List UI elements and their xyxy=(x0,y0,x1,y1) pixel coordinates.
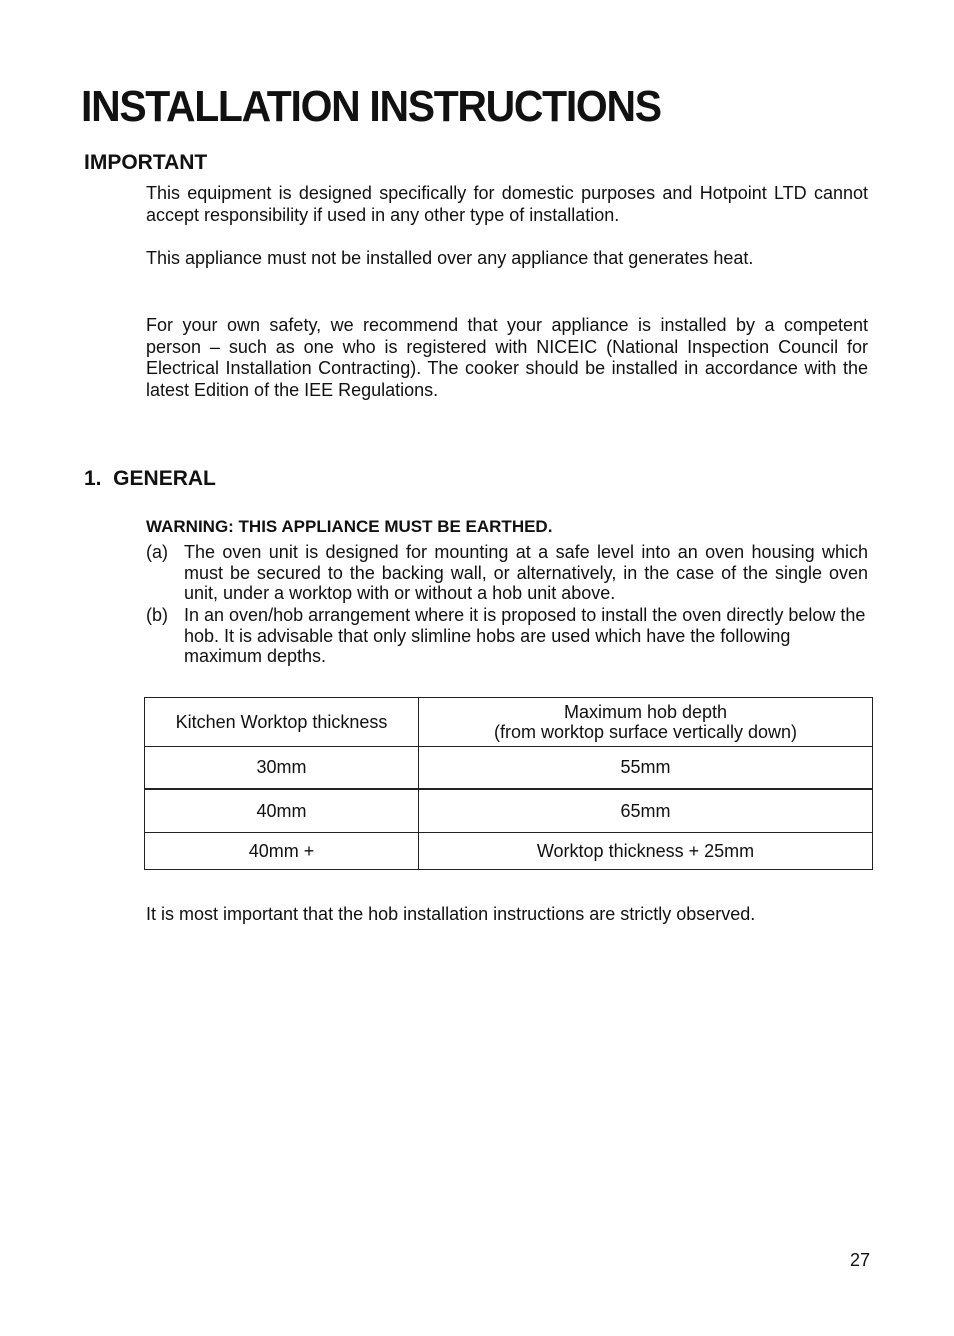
cell-depth: 55mm xyxy=(419,747,873,789)
cell-thickness: 40mm + xyxy=(145,833,419,870)
header-max-hob-depth-line1: Maximum hob depth xyxy=(563,702,728,722)
cell-depth: 65mm xyxy=(419,789,873,833)
list-item-b xyxy=(146,605,868,667)
earthing-warning: WARNING: THIS APPLIANCE MUST BE EARTHED. xyxy=(146,517,553,536)
cell-thickness: 40mm xyxy=(145,789,419,833)
cell-depth: Worktop thickness + 25mm xyxy=(419,833,873,870)
general-heading: 1. GENERAL xyxy=(84,467,216,490)
table-header-row xyxy=(145,698,873,747)
header-max-hob-depth xyxy=(419,698,873,747)
table-row xyxy=(145,833,873,870)
important-paragraph-heat: This appliance must not be installed over any appliance that generates heat. xyxy=(146,248,754,268)
page-number: 27 xyxy=(850,1250,871,1270)
important-paragraph-equipment: This equipment is designed specifically for domestic purposes and Hotpoint LTD cannot accept responsibility if used in any other type of installation. xyxy=(146,183,868,225)
page-title: INSTALLATION INSTRUCTIONS xyxy=(81,82,661,131)
list-item-a xyxy=(146,542,868,604)
header-max-hob-depth-line2: (from worktop surface vertically down) xyxy=(493,722,798,742)
table-row xyxy=(145,789,873,833)
hob-depth-table xyxy=(144,697,873,870)
closing-note: It is most important that the hob installation instructions are strictly observed. xyxy=(146,904,756,924)
important-paragraph-safety: For your own safety, we recommend that your appliance is installed by a competent person – such as one who is registered with NICEIC (National Inspection Council for Electrical Installation Contracting). The cooker should be installed in accordance with the latest Edition of the IEE Regulations. xyxy=(146,315,868,401)
header-worktop-thickness: Kitchen Worktop thickness xyxy=(145,698,419,747)
list-marker-a: (a) xyxy=(146,542,168,562)
list-text-b: In an oven/hob arrangement where it is proposed to install the oven directly below the hob. It is advisable that only slimline hobs are used which have the following maximum depths. xyxy=(184,605,866,666)
list-text-a: The oven unit is designed for mounting at a safe level into an oven housing which must be secured to the backing wall, or alternatively, in the case of the single oven unit, under a worktop with or without a hob unit above. xyxy=(184,542,868,603)
list-marker-b: (b) xyxy=(146,605,168,625)
cell-thickness: 30mm xyxy=(145,747,419,789)
important-heading: IMPORTANT xyxy=(84,151,208,174)
table-row xyxy=(145,747,873,789)
